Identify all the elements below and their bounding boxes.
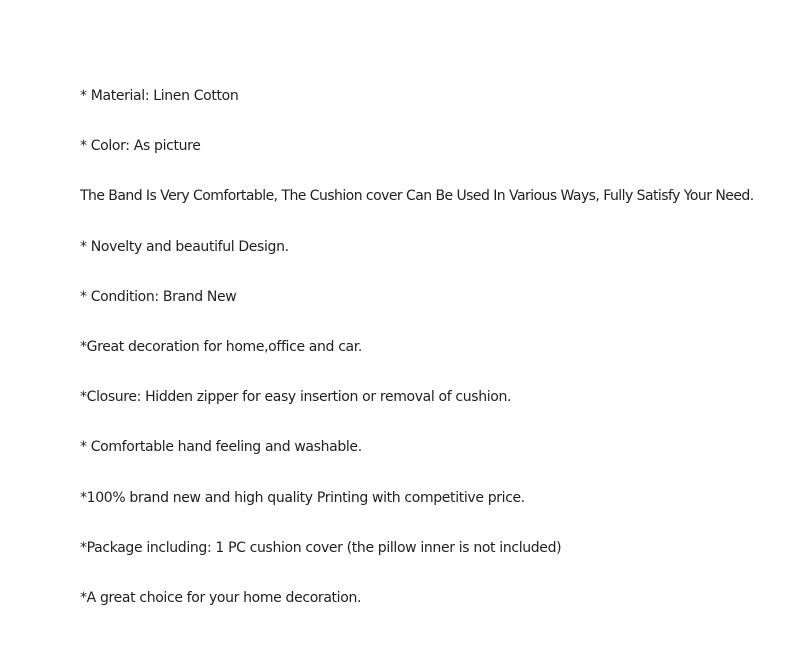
feature-design: * Novelty and beautiful Design. [80, 238, 289, 255]
feature-closure: *Closure: Hidden zipper for easy insertion or removal of cushion. [80, 389, 512, 406]
feature-choice: *A great choice for your home decoration. [80, 589, 362, 606]
feature-color: * Color: As picture [80, 138, 201, 155]
feature-package: *Package including: 1 PC cushion cover (the pillow inner is not included) [80, 539, 562, 556]
feature-list [80, 86, 780, 638]
feature-material: * Material: Linen Cotton [80, 88, 239, 104]
feature-quality: *100% brand new and high quality Printing with competitive price. [80, 489, 525, 506]
feature-hand-feeling: * Comfortable hand feeling and washable. [80, 439, 362, 456]
feature-comfort-description: The Band Is Very Comfortable, The Cushion cover Can Be Used In Various Ways, Fully Satisfy Your Need. [80, 188, 754, 205]
feature-condition: * Condition: Brand New [80, 288, 237, 305]
feature-decoration: *Great decoration for home,office and car. [80, 338, 362, 355]
